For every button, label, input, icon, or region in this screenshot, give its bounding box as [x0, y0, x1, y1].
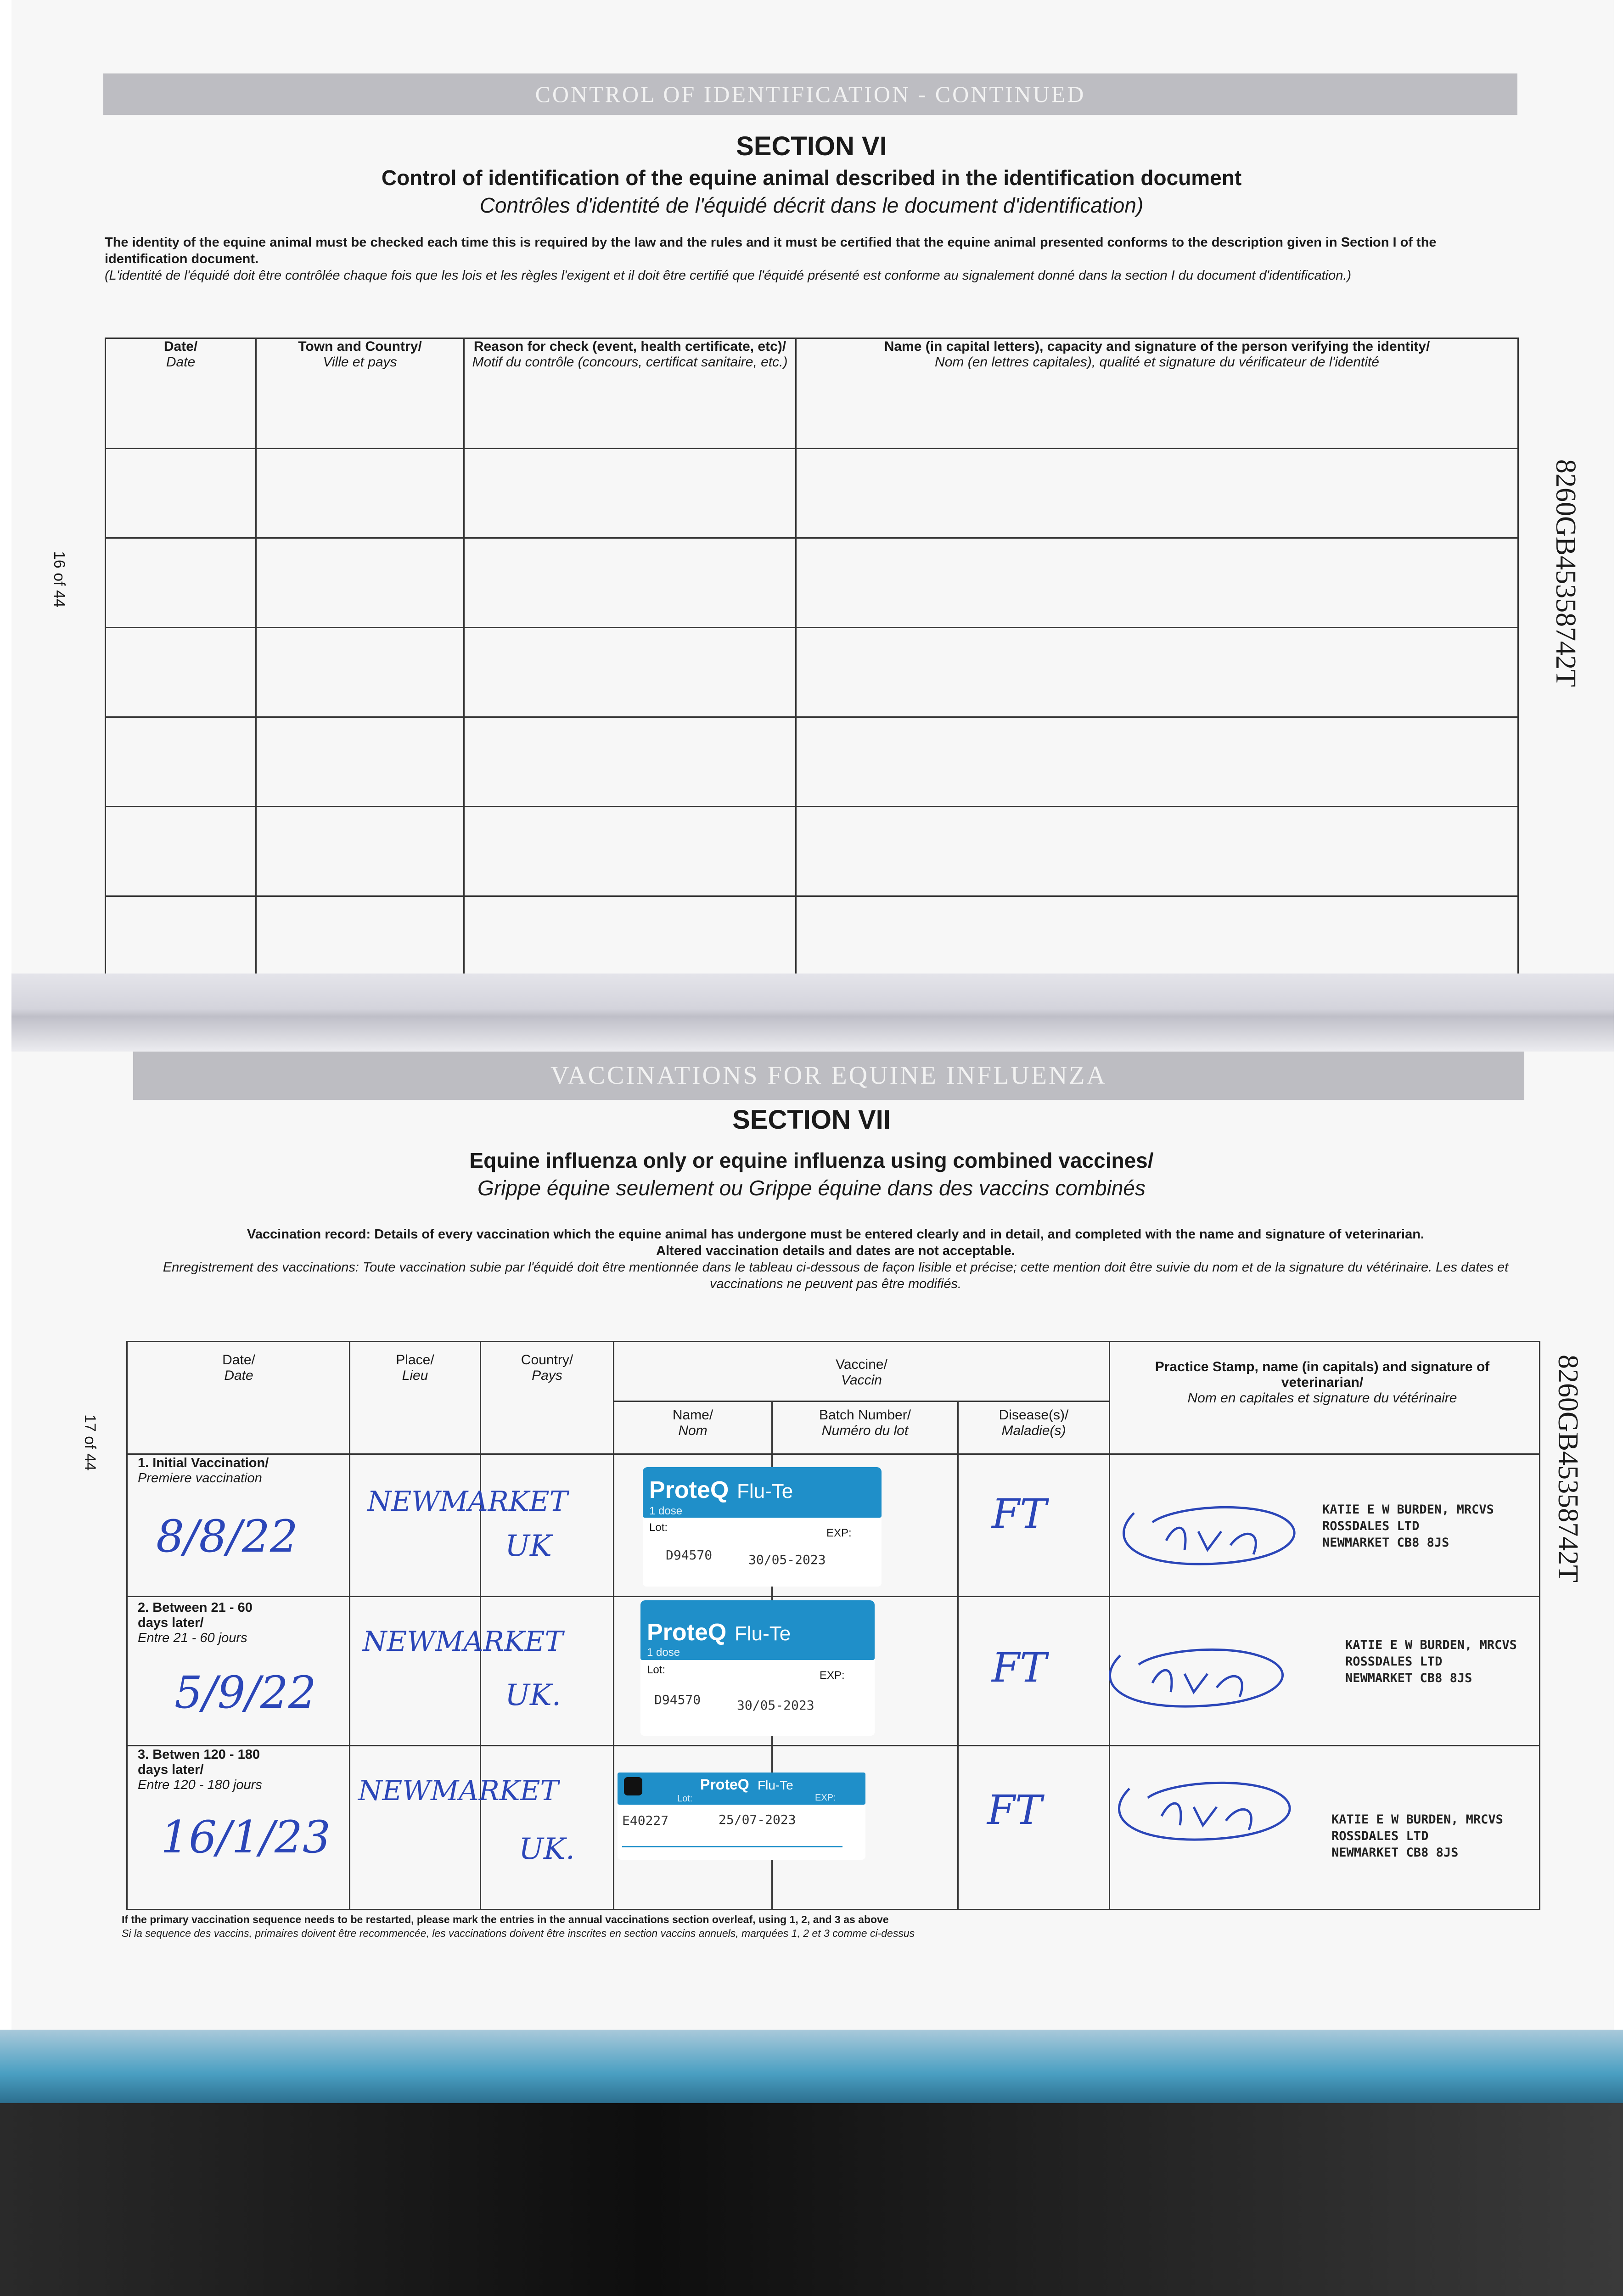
table-row	[106, 717, 1518, 807]
town-cell[interactable]	[256, 449, 464, 538]
row1-signature	[1116, 1495, 1318, 1573]
vaccination-footnote: If the primary vaccination sequence needs to be restarted, please mark the entries in the annual vaccinations section overleaf, using 1, 2, and 3 as above Si la sequence des vaccins, primaires doivent être recommencée, les vaccinations doivent être inscrites en section vaccins annuels, marquées 1, 2 et 3 comme ci-dessus	[122, 1913, 915, 1939]
row2-vaccine-label: ProteQ Flu-Te 1 dose Lot: EXP: D94570 30/05-2023	[640, 1600, 875, 1736]
reason-cell[interactable]	[464, 538, 796, 628]
section-vi-heading: SECTION VI	[736, 131, 887, 161]
reason-cell[interactable]	[464, 717, 796, 807]
reason-cell[interactable]	[464, 807, 796, 896]
vacc-country-header: Country/ Pays	[521, 1352, 573, 1383]
row2-label: 2. Between 21 - 60 days later/ Entre 21 - 60 jours	[138, 1600, 253, 1645]
row2-signature	[1093, 1637, 1313, 1715]
date-cell[interactable]	[106, 717, 256, 807]
date-cell[interactable]	[106, 449, 256, 538]
reason-cell[interactable]	[464, 896, 796, 986]
date-cell[interactable]	[106, 807, 256, 896]
side-id-top: 8260GB45358742T	[1550, 459, 1581, 687]
page-number-17: 17 of 44	[81, 1414, 99, 1471]
row1-vaccine-label: ProteQ Flu-Te 1 dose Lot: EXP: D94570 30/05-2023	[643, 1467, 882, 1587]
row2-date[interactable]: 5/9/22	[174, 1667, 316, 1718]
verifier-cell[interactable]	[796, 807, 1518, 896]
row2-disease[interactable]: FT	[992, 1644, 1047, 1691]
col-town-header: Town and Country/ Ville et pays	[256, 338, 464, 449]
row1-date[interactable]: 8/8/22	[156, 1511, 298, 1562]
vacc-name-header: Name/ Nom	[672, 1407, 713, 1438]
section-vii-heading: SECTION VII	[732, 1105, 891, 1135]
scanner-background	[0, 2103, 1623, 2296]
intro-en-1: Vaccination record: Details of every vaccination which the equine animal has undergone must be entered clearly and in detail, and completed with the name and signature of veterinarian.	[247, 1227, 1424, 1242]
verifier-cell[interactable]	[796, 717, 1518, 807]
row3-date[interactable]: 16/1/23	[161, 1812, 331, 1863]
row2-place[interactable]: NEWMARKET	[363, 1626, 563, 1658]
row3-place[interactable]: NEWMARKET	[358, 1775, 559, 1807]
table-row	[106, 538, 1518, 628]
intro-en: The identity of the equine animal must be checked each time this is required by the law and the rules and it must be certified that the equine animal presented conforms to the description given in Section I of the identification document.	[105, 235, 1437, 266]
section-vii-title-fr: Grippe équine seulement ou Grippe équine dans des vaccins combinés	[477, 1176, 1146, 1200]
identification-check-table	[105, 338, 1519, 986]
page-number-16: 16 of 44	[51, 551, 68, 608]
date-cell[interactable]	[106, 628, 256, 717]
reason-cell[interactable]	[464, 449, 796, 538]
town-cell[interactable]	[256, 807, 464, 896]
vacc-date-header: Date/ Date	[222, 1352, 255, 1383]
row1-disease[interactable]: FT	[992, 1490, 1047, 1537]
row3-country[interactable]: UK.	[519, 1832, 575, 1866]
verifier-cell[interactable]	[796, 896, 1518, 986]
table-row	[106, 807, 1518, 896]
row3-label: 3. Betwen 120 - 180 days later/ Entre 120 - 180 jours	[138, 1747, 262, 1792]
section-vi-title-fr: Contrôles d'identité de l'équidé décrit dans le document d'identification)	[479, 193, 1144, 217]
cover-blue-edge	[0, 2030, 1623, 2103]
row3-signature	[1102, 1770, 1318, 1848]
intro-fr: Enregistrement des vaccinations: Toute vaccination subie par l'équidé doit être mentionnée dans le tableau ci-dessous de façon lisible et précise; cette mention doit être suivie du nom et de la signature du vétérinaire. Les dates et vaccinations ne peuvent pas être modifiés.	[163, 1260, 1509, 1291]
col-verifier-header: Name (in capital letters), capacity and signature of the person verifying the identity/ Nom (en lettres capitales), qualité et signature du vérificateur de l'identité	[796, 338, 1518, 449]
vacc-place-header: Place/ Lieu	[396, 1352, 434, 1383]
vacc-vet-header: Practice Stamp, name (in capitals) and signature of veterinarian/ Nom en capitales et signature du vétérinaire	[1155, 1359, 1490, 1406]
verifier-cell[interactable]	[796, 628, 1518, 717]
verifier-cell[interactable]	[796, 538, 1518, 628]
section-vi-title-en: Control of identification of the equine animal described in the identification document	[381, 166, 1242, 190]
section-vii-title-en: Equine influenza only or equine influenza using combined vaccines/	[469, 1148, 1154, 1172]
date-cell[interactable]	[106, 538, 256, 628]
town-cell[interactable]	[256, 538, 464, 628]
row1-vet-stamp: KATIE E W BURDEN, MRCVS ROSSDALES LTD NEWMARKET CB8 8JS	[1322, 1503, 1494, 1550]
row1-place[interactable]: NEWMARKET	[367, 1486, 568, 1518]
table-row	[106, 896, 1518, 986]
row3-vaccine-label: ProteQ Flu-Te Lot: EXP: E40227 25/07-2023	[618, 1773, 865, 1860]
row2-vet-stamp: KATIE E W BURDEN, MRCVS ROSSDALES LTD NEWMARKET CB8 8JS	[1345, 1638, 1517, 1685]
col-reason-header: Reason for check (event, health certificate, etc)/ Motif du contrôle (concours, certificat sanitaire, etc.)	[464, 338, 796, 449]
row1-label: 1. Initial Vaccination/ Premiere vaccination	[138, 1456, 269, 1486]
intro-fr: (L'identité de l'équidé doit être contrôlée chaque fois que les lois et les règles l'exigent et il doit être certifié que l'équidé présenté est conforme au signalement donné dans la section I du document d'identification.)	[105, 268, 1352, 283]
section-vii-intro	[129, 1226, 1543, 1292]
date-cell[interactable]	[106, 896, 256, 986]
col-date-header: Date/ Date	[106, 338, 256, 449]
row3-disease[interactable]: FT	[987, 1786, 1042, 1834]
town-cell[interactable]	[256, 717, 464, 807]
verifier-cell[interactable]	[796, 449, 1518, 538]
intro-en-2: Altered vaccination details and dates are not acceptable.	[656, 1244, 1015, 1258]
vacc-disease-header: Disease(s)/ Maladie(s)	[999, 1407, 1069, 1438]
row1-country[interactable]: UK	[505, 1529, 552, 1563]
town-cell[interactable]	[256, 896, 464, 986]
bottom-banner: VACCINATIONS FOR EQUINE INFLUENZA	[133, 1052, 1524, 1100]
side-id-bottom: 8260GB45358742T	[1552, 1355, 1584, 1582]
row3-vet-stamp: KATIE E W BURDEN, MRCVS ROSSDALES LTD NEWMARKET CB8 8JS	[1331, 1812, 1503, 1860]
table-row	[106, 449, 1518, 538]
row2-country[interactable]: UK.	[505, 1678, 562, 1712]
table-row	[106, 628, 1518, 717]
town-cell[interactable]	[256, 628, 464, 717]
section-vi-intro	[105, 234, 1500, 284]
vacc-vaccine-header: Vaccine/ Vaccin	[836, 1357, 887, 1388]
book-fold	[11, 974, 1614, 1052]
reason-cell[interactable]	[464, 628, 796, 717]
vacc-batch-header: Batch Number/ Numéro du lot	[819, 1407, 911, 1438]
top-banner: CONTROL OF IDENTIFICATION - CONTINUED	[103, 73, 1517, 115]
